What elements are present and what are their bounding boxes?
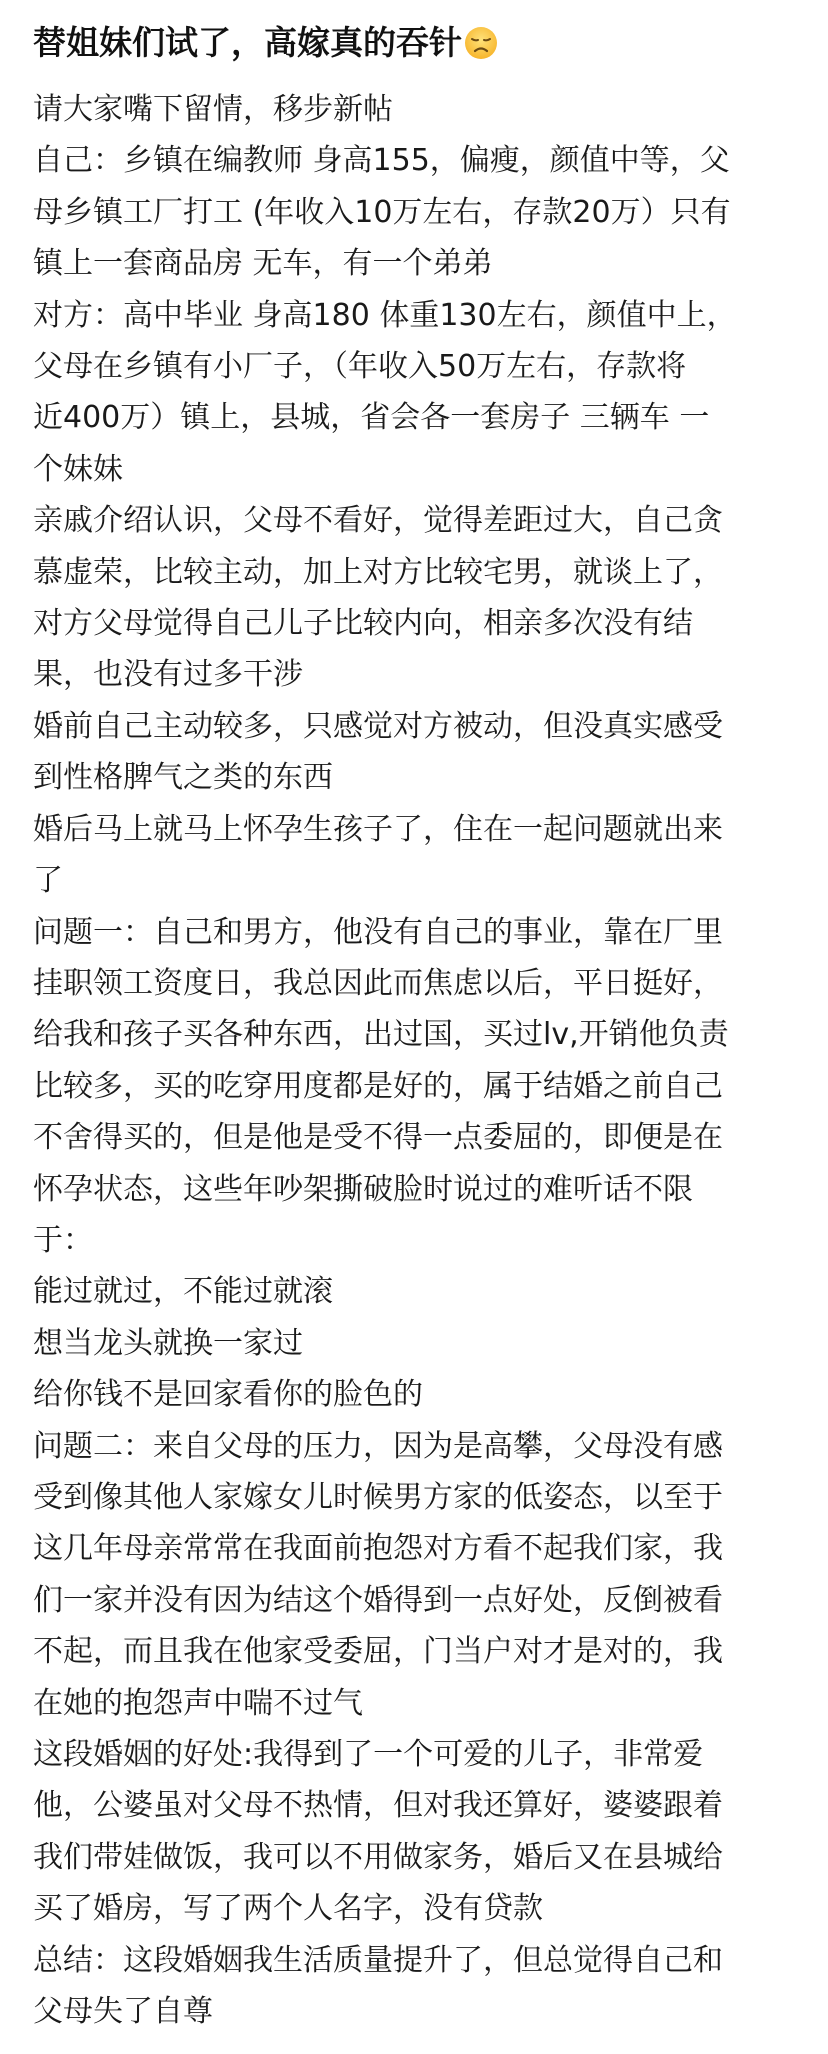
post-body-line: 给我和孩子买各种东西，出过国，买过lv,开销他负责 [33,1017,729,1053]
post-body-line: 婚后马上就马上怀孕生孩子了，住在一起问题就出来 [33,811,723,847]
post-body-line: 镇上一套商品房 无车，有一个弟弟 [33,246,493,282]
post-body-line: 果，也没有过多干涉 [33,657,303,693]
post-body-line: 不起，而且我在他家受委屈，门当户对才是对的，我 [33,1634,723,1670]
post-body-line: 想当龙头就换一家过 [33,1325,303,1361]
post-body-line: 比较多，买的吃穿用度都是好的，属于结婚之前自己 [33,1068,723,1104]
post-body-line: 慕虚荣，比较主动，加上对方比较宅男，就谈上了， [33,554,723,590]
post-title [33,22,800,64]
post-body-line: 对方：高中毕业 身高180 体重130左右，颜值中上， [33,297,737,333]
post-body-line: 挂职领工资度日，我总因此而焦虑以后，平日挺好， [33,965,723,1001]
post-body-line: 问题一：自己和男方，他没有自己的事业，靠在厂里 [33,914,723,950]
disappointed-face-icon [464,26,498,60]
post-body-line: 问题二：来自父母的压力，因为是高攀，父母没有感 [33,1428,723,1464]
post-body-line: 怀孕状态，这些年吵架撕破脸时说过的难听话不限 [33,1171,693,1207]
post-body-line: 母乡镇工厂打工 (年收入10万左右，存款20万）只有 [33,194,731,230]
post-body-line: 这段婚姻的好处:我得到了一个可爱的儿子，非常爱 [33,1737,704,1772]
post-body-line: 在她的抱怨声中喘不过气 [33,1685,363,1721]
post-body-line: 到性格脾气之类的东西 [33,760,333,796]
post-body-line: 给你钱不是回家看你的脸色的 [33,1377,423,1413]
post-body-line: 买了婚房，写了两个人名字，没有贷款 [33,1891,543,1927]
post-body-line: 亲戚介绍认识，父母不看好，觉得差距过大，自己贪 [33,503,723,539]
post-body-line: 受到像其他人家嫁女儿时候男方家的低姿态，以至于 [33,1479,723,1515]
post-body-line: 对方父母觉得自己儿子比较内向，相亲多次没有结 [33,606,693,642]
post-body-line: 们一家并没有因为结这个婚得到一点好处，反倒被看 [33,1582,723,1618]
post-body-line: 父母失了自尊 [33,1994,213,2030]
post-body [33,84,800,2037]
post-body-line: 个妹妹 [33,451,123,487]
post-body-line: 近400万）镇上，县城，省会各一套房子 三辆车 一 [33,400,710,436]
post-title-text: 替姐妹们试了，高嫁真的吞针 [33,23,462,62]
post-body-line: 他，公婆虽对父母不热情，但对我还算好，婆婆跟着 [33,1788,723,1824]
post-body-line: 了 [33,863,63,899]
post-body-line: 能过就过，不能过就滚 [33,1274,333,1310]
post-body-line: 自己：乡镇在编教师 身高155，偏瘦，颜值中等，父 [33,143,730,179]
post-body-line: 不舍得买的，但是他是受不得一点委屈的，即便是在 [33,1120,723,1156]
post-body-line: 这几年母亲常常在我面前抱怨对方看不起我们家，我 [33,1531,723,1567]
post-body-line: 总结：这段婚姻我生活质量提升了，但总觉得自己和 [33,1942,723,1978]
post-body-line: 父母在乡镇有小厂子，（年收入50万左右，存款将 [33,349,687,385]
post-body-line: 婚前自己主动较多，只感觉对方被动，但没真实感受 [33,708,723,744]
post-body-line: 于： [33,1222,93,1258]
post-body-line: 请大家嘴下留情，移步新帖 [33,92,393,127]
post-body-line: 我们带娃做饭，我可以不用做家务，婚后又在县城给 [33,1839,723,1875]
